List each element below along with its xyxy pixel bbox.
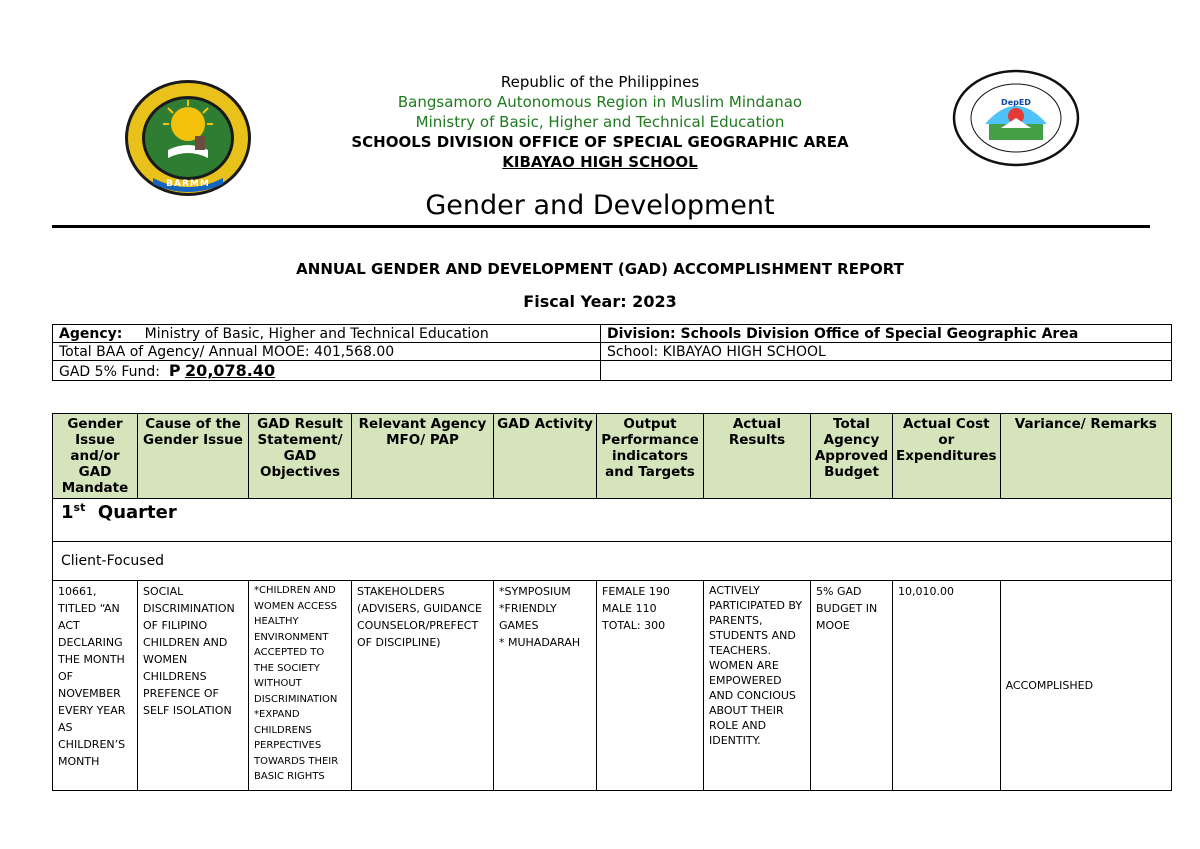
agency-label: Agency: [59,325,123,342]
agency-value: Ministry of Basic, Higher and Technical Education [144,325,489,342]
quarter-word: Quarter [97,502,177,523]
fund-label: GAD 5% Fund: [59,364,160,380]
header-school: KIBAYAO HIGH SCHOOL [502,153,698,171]
col-header-budget: Total Agency Approved Budget [811,414,893,499]
fiscal-year: Fiscal Year: 2023 [523,292,677,311]
cell-cause: SOCIAL DISCRIMINATION OF FILIPINO CHILDREN AND WOMEN CHILDRENS PREFENCE OF SELF ISOLATION [138,581,249,791]
page-title: Gender and Development [425,190,775,221]
col-header-cost: Actual Cost or Expenditures [893,414,1001,499]
section-row: Client-Focused [53,542,1172,581]
output-total: TOTAL: 300 [602,619,666,632]
header-ministry: Ministry of Basic, Higher and Technical Education [415,113,785,131]
cell-remarks: ACCOMPLISHED [1000,581,1171,791]
fund-value: 20,078.40 [185,361,276,380]
quarter-number: 1 [61,502,74,523]
output-female: FEMALE 190 [602,585,670,598]
division-cell: Division: Schools Division Office of Special Geographic Area [601,325,1172,343]
cell-budget: 5% GAD BUDGET IN MOOE [811,581,893,791]
col-header-mfo: Relevant Agency MFO/ PAP [352,414,494,499]
title-divider [52,225,1150,228]
quarter-row [53,499,1172,542]
cell-mandate: 10661, TITLED “AN ACT DECLARING THE MONTH OF NOVEMBER EVERY YEAR AS CHILDREN’S MONTH [53,581,138,791]
col-header-objectives: GAD Result Statement/ GAD Objectives [249,414,352,499]
col-header-results: Actual Results [704,414,811,499]
col-header-cause: Cause of the Gender Issue [138,414,249,499]
cell-results: ACTIVELY PARTICIPATED BY PARENTS, STUDENTS AND TEACHERS. WOMEN ARE EMPOWERED AND CONCIOUS ABOUT THEIR ROLE AND IDENTITY. [704,581,811,791]
activity-item: *SYMPOSIUM [499,585,571,598]
header-barmm: Bangsamoro Autonomous Region in Muslim Mindanao [397,93,803,111]
accomplishment-table [52,413,1172,791]
activity-item: * MUHADARAH [499,636,581,649]
deped-badge: DepED [1001,98,1031,107]
col-header-output: Output Performance indicators and Targets [597,414,704,499]
cell-objectives: *CHILDREN AND WOMEN ACCESS HEALTHY ENVIRONMENT ACCEPTED TO THE SOCIETY WITHOUT DISCRIMINATION *EXPAND CHILDRENS PERPECTIVES TOWARDS THEIR BASIC RIGHTS [249,581,352,791]
output-male: MALE 110 [602,602,657,615]
seal-banner-text: BARMM [166,179,210,189]
baa-cell: Total BAA of Agency/ Annual MOOE: 401,568.00 [53,343,601,361]
col-header-remarks: Variance/ Remarks [1000,414,1171,499]
school-cell: School: KIBAYAO HIGH SCHOOL [601,343,1172,361]
cell-cost: 10,010.00 [893,581,1001,791]
empty-cell [601,361,1172,381]
quarter-suffix: st [73,501,86,514]
agency-cell [53,325,601,343]
fund-prefix: P [168,361,181,380]
header-division: SCHOOLS DIVISION OFFICE OF SPECIAL GEOGRAPHIC AREA [351,133,849,151]
report-title: ANNUAL GENDER AND DEVELOPMENT (GAD) ACCOMPLISHMENT REPORT [296,260,904,278]
fund-cell [53,361,601,381]
agency-info-table [52,324,1172,381]
col-header-activity: GAD Activity [494,414,597,499]
cell-mfo: STAKEHOLDERS (ADVISERS, GUIDANCE COUNSELOR/PREFECT OF DISCIPLINE) [352,581,494,791]
cell-activity [494,581,597,791]
header-republic: Republic of the Philippines [500,73,700,91]
col-header-mandate: Gender Issue and/or GAD Mandate [53,414,138,499]
cell-output [597,581,704,791]
activity-item: *FRIENDLY GAMES [499,602,557,632]
